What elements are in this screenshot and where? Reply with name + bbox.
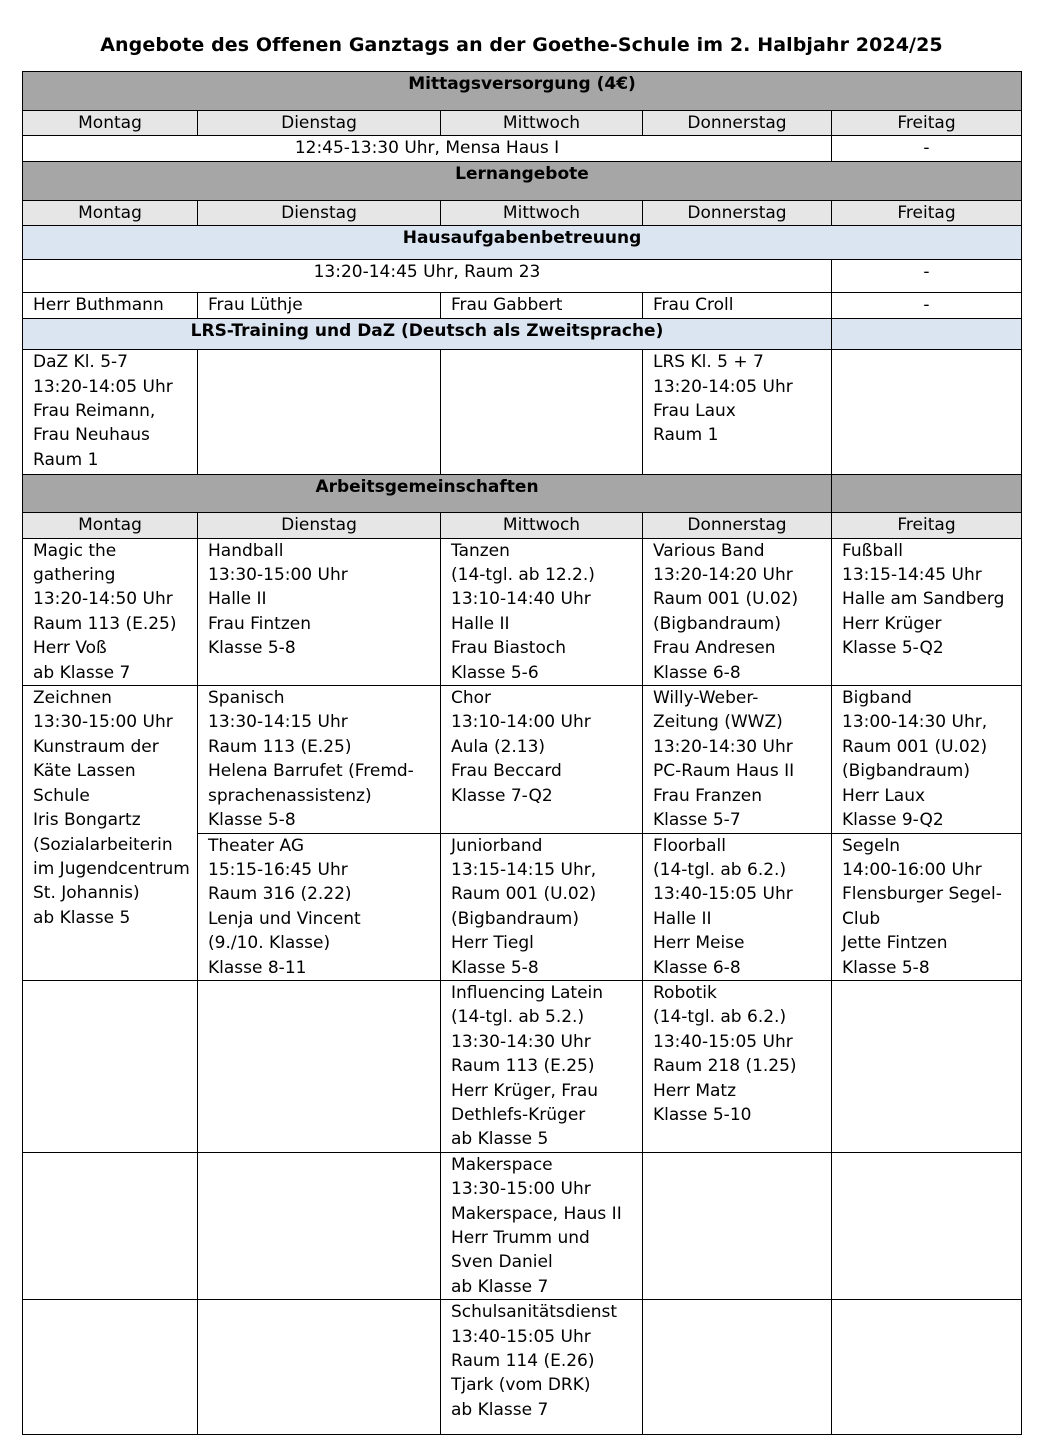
day-header: Montag <box>23 513 198 538</box>
cell-line: 13:40-15:05 Uhr <box>451 1326 591 1347</box>
empty-cell <box>441 350 643 475</box>
cell-line: Klasse 5-7 <box>653 810 741 831</box>
cell-line: Flensburger Segel- <box>842 884 1002 905</box>
cell-line: 13:20-14:05 Uhr <box>653 376 793 397</box>
cell-line: Klasse 5-8 <box>208 810 296 831</box>
empty-cell <box>832 980 1022 1152</box>
cell-line: Schulsanitätsdienst <box>451 1302 618 1323</box>
cell-line: 15:15-16:45 Uhr <box>208 859 348 880</box>
cell-line: (Sozialarbeiterin <box>33 834 173 855</box>
empty-cell <box>832 1152 1022 1299</box>
teacher-montag: Herr Buthmann <box>23 293 198 319</box>
cell-line: Floorball <box>653 835 726 856</box>
day-header: Freitag <box>832 513 1022 538</box>
empty-cell <box>198 350 441 475</box>
cell-line: Herr Tiegl <box>451 933 534 954</box>
cell-line: Klasse 5-6 <box>451 662 539 683</box>
cell-line: Klasse 5-8 <box>451 957 539 978</box>
section-header-ag <box>23 475 1022 513</box>
cell-line: Klasse 9-Q2 <box>842 810 944 831</box>
empty-cell <box>832 1300 1022 1435</box>
cell-line: Helena Barrufet (Fremd- <box>208 761 414 782</box>
cell-line: Klasse 5-10 <box>653 1104 752 1125</box>
schedule-table <box>22 71 1022 1435</box>
cell-line: 13:40-15:05 Uhr <box>653 1031 793 1052</box>
cell-line: 13:30-15:00 Uhr <box>33 712 173 733</box>
cell-line: Willy-Weber- <box>653 688 759 709</box>
cell-line: Lenja und Vincent <box>208 908 361 929</box>
hausaufgaben-time-row <box>23 260 1022 293</box>
cell-line: 13:00-14:30 Uhr, <box>842 712 988 733</box>
ag-influencing-latein <box>441 980 643 1152</box>
day-header-row <box>23 111 1022 136</box>
mittag-row <box>23 136 1022 161</box>
cell-line: Klasse 5-8 <box>842 957 930 978</box>
mittag-time: 12:45-13:30 Uhr, Mensa Haus I <box>23 136 832 161</box>
ag-various-band <box>643 538 832 685</box>
cell-line: Halle am Sandberg <box>842 589 1005 610</box>
cell-line: im Jugendcentrum <box>33 858 190 879</box>
cell-line: Frau Neuhaus <box>33 425 150 446</box>
day-header: Freitag <box>832 111 1022 136</box>
hausaufgaben-time: 13:20-14:45 Uhr, Raum 23 <box>23 260 832 293</box>
section-title-mittag: Mittagsversorgung (4€) <box>23 72 1022 111</box>
cell-line: Influencing Latein <box>451 982 604 1003</box>
cell-line: Schule <box>33 785 90 806</box>
empty-cell <box>832 319 1022 350</box>
cell-line: Halle II <box>208 589 267 610</box>
cell-line: (Bigbandraum) <box>653 613 781 634</box>
ag-handball <box>198 538 441 685</box>
ag-spanisch <box>198 686 441 833</box>
cell-line: Bigband <box>842 688 912 709</box>
teacher-donnerstag: Frau Croll <box>643 293 832 319</box>
cell-line: Raum 001 (U.02) <box>653 589 799 610</box>
cell-line: 13:30-14:15 Uhr <box>208 712 348 733</box>
day-header: Mittwoch <box>441 200 643 225</box>
ag-magic-the-gathering <box>23 538 198 685</box>
lrs-montag <box>23 350 198 475</box>
ag-row-5 <box>23 1152 1022 1299</box>
empty-cell <box>643 1152 832 1299</box>
teacher-mittwoch: Frau Gabbert <box>441 293 643 319</box>
cell-line: Herr Laux <box>842 785 926 806</box>
cell-line: Raum 113 (E.25) <box>33 613 177 634</box>
mittag-freitag: - <box>832 136 1022 161</box>
day-header: Dienstag <box>198 111 441 136</box>
empty-cell <box>198 1152 441 1299</box>
cell-line: Segeln <box>842 835 900 856</box>
cell-line: Zeichnen <box>33 688 112 709</box>
subsection-title-lrs: LRS-Training und DaZ (Deutsch als Zweitsprache) <box>23 319 832 350</box>
cell-line: Magic the <box>33 540 117 561</box>
cell-line: Frau Beccard <box>451 761 562 782</box>
cell-line: (Bigbandraum) <box>842 761 970 782</box>
cell-line: Kunstraum der <box>33 736 159 757</box>
ag-zeichnen <box>23 686 198 981</box>
empty-cell <box>198 1300 441 1435</box>
subsection-title-hausaufgaben: Hausaufgabenbetreuung <box>23 226 1022 260</box>
ag-floorball <box>643 833 832 980</box>
cell-line: Raum 001 (U.02) <box>451 884 597 905</box>
ag-row-2 <box>23 686 1022 833</box>
cell-line: Frau Fintzen <box>208 613 311 634</box>
cell-line: (14-tgl. ab 5.2.) <box>451 1007 585 1028</box>
cell-line: Makerspace <box>451 1154 553 1175</box>
lrs-donnerstag <box>643 350 832 475</box>
section-header-lern <box>23 161 1022 200</box>
day-header: Dienstag <box>198 200 441 225</box>
cell-line: ab Klasse 5 <box>33 907 131 928</box>
cell-line: Herr Meise <box>653 933 745 954</box>
cell-line: Klasse 6-8 <box>653 662 741 683</box>
cell-line: Frau Franzen <box>653 785 763 806</box>
cell-line: DaZ Kl. 5-7 <box>33 352 129 373</box>
cell-line: Halle II <box>451 613 510 634</box>
cell-line: Club <box>842 908 881 929</box>
day-header-row <box>23 200 1022 225</box>
cell-line: Tjark (vom DRK) <box>451 1375 591 1396</box>
cell-line: 13:30-15:00 Uhr <box>451 1179 591 1200</box>
day-header: Donnerstag <box>643 200 832 225</box>
ag-tanzen <box>441 538 643 685</box>
cell-line: 13:15-14:45 Uhr <box>842 565 982 586</box>
cell-line: 13:15-14:15 Uhr, <box>451 859 597 880</box>
cell-line: ab Klasse 5 <box>451 1129 549 1150</box>
cell-line: Robotik <box>653 982 717 1003</box>
cell-line: 13:10-14:40 Uhr <box>451 589 591 610</box>
page-title: Angebote des Offenen Ganztags an der Goethe-Schule im 2. Halbjahr 2024/25 <box>100 34 943 56</box>
empty-cell <box>832 350 1022 475</box>
cell-line: Raum 001 (U.02) <box>842 736 988 757</box>
cell-line: Aula (2.13) <box>451 736 546 757</box>
cell-line: Various Band <box>653 540 765 561</box>
ag-makerspace <box>441 1152 643 1299</box>
day-header: Montag <box>23 111 198 136</box>
subsection-header-hausaufgaben <box>23 226 1022 260</box>
cell-line: (14-tgl. ab 6.2.) <box>653 859 787 880</box>
cell-line: ab Klasse 7 <box>451 1276 549 1297</box>
cell-line: Jette Fintzen <box>842 933 948 954</box>
cell-line: (14-tgl. ab 12.2.) <box>451 565 595 586</box>
cell-line: Raum 113 (E.25) <box>208 736 352 757</box>
cell-line: 13:20-14:30 Uhr <box>653 736 793 757</box>
cell-line: Handball <box>208 540 284 561</box>
cell-line: gathering <box>33 565 116 586</box>
cell-line: Frau Andresen <box>653 638 776 659</box>
cell-line: Raum 113 (E.25) <box>451 1056 595 1077</box>
day-header: Donnerstag <box>643 513 832 538</box>
empty-cell <box>23 980 198 1152</box>
section-title-lern: Lernangebote <box>23 161 1022 200</box>
ag-fussball <box>832 538 1022 685</box>
ag-row-6 <box>23 1300 1022 1435</box>
cell-line: Frau Biastoch <box>451 638 566 659</box>
cell-line: Herr Krüger <box>842 613 942 634</box>
hausaufgaben-freitag-time: - <box>832 260 1022 293</box>
cell-line: Raum 114 (E.26) <box>451 1351 595 1372</box>
day-header: Mittwoch <box>441 111 643 136</box>
cell-line: 14:00-16:00 Uhr <box>842 859 982 880</box>
ag-chor <box>441 686 643 833</box>
section-header-mittag <box>23 72 1022 111</box>
cell-line: Tanzen <box>451 540 510 561</box>
cell-line: 13:20-14:20 Uhr <box>653 565 793 586</box>
cell-line: Klasse 6-8 <box>653 957 741 978</box>
cell-line: Sven Daniel <box>451 1252 553 1273</box>
cell-line: Theater AG <box>208 835 305 856</box>
empty-cell <box>198 980 441 1152</box>
ag-segeln <box>832 833 1022 980</box>
ag-schulsanitaetsdienst <box>441 1300 643 1435</box>
ag-row-4 <box>23 980 1022 1152</box>
cell-line: sprachenassistenz) <box>208 785 372 806</box>
cell-line: Klasse 8-11 <box>208 957 307 978</box>
day-header-row <box>23 513 1022 538</box>
cell-line: Klasse 5-8 <box>208 638 296 659</box>
ag-robotik <box>643 980 832 1152</box>
day-header: Freitag <box>832 200 1022 225</box>
cell-line: Herr Voß <box>33 638 107 659</box>
cell-line: 13:30-15:00 Uhr <box>208 565 348 586</box>
ag-bigband <box>832 686 1022 833</box>
ag-juniorband <box>441 833 643 980</box>
cell-line: Dethlefs-Krüger <box>451 1104 586 1125</box>
cell-line: 13:30-14:30 Uhr <box>451 1031 591 1052</box>
ag-theater <box>198 833 441 980</box>
cell-line: Klasse 5-Q2 <box>842 638 944 659</box>
cell-line: Fußball <box>842 540 903 561</box>
cell-line: 13:40-15:05 Uhr <box>653 884 793 905</box>
teacher-freitag: - <box>832 293 1022 319</box>
cell-line: Makerspace, Haus II <box>451 1203 622 1224</box>
cell-line: Herr Matz <box>653 1080 736 1101</box>
cell-line: Zeitung (WWZ) <box>653 712 783 733</box>
empty-cell <box>23 1152 198 1299</box>
cell-line: ab Klasse 7 <box>33 662 131 683</box>
cell-line: (9./10. Klasse) <box>208 933 331 954</box>
cell-line: 13:10-14:00 Uhr <box>451 712 591 733</box>
day-header: Montag <box>23 200 198 225</box>
cell-line: Frau Laux <box>653 401 736 422</box>
lrs-row <box>23 350 1022 475</box>
day-header: Mittwoch <box>441 513 643 538</box>
cell-line: Halle II <box>653 908 712 929</box>
cell-line: (14-tgl. ab 6.2.) <box>653 1007 787 1028</box>
cell-line: 13:20-14:50 Uhr <box>33 589 173 610</box>
cell-line: Raum 1 <box>33 449 99 470</box>
day-header: Donnerstag <box>643 111 832 136</box>
ag-wwz <box>643 686 832 833</box>
cell-line: (Bigbandraum) <box>451 908 579 929</box>
cell-line: 13:20-14:05 Uhr <box>33 376 173 397</box>
cell-line: Frau Reimann, <box>33 401 156 422</box>
cell-line: Spanisch <box>208 688 285 709</box>
cell-line: Raum 316 (2.22) <box>208 884 352 905</box>
cell-line: LRS Kl. 5 + 7 <box>653 352 764 373</box>
cell-line: Herr Krüger, Frau <box>451 1080 599 1101</box>
day-header: Dienstag <box>198 513 441 538</box>
ag-row-1 <box>23 538 1022 685</box>
cell-line: Klasse 7-Q2 <box>451 785 553 806</box>
cell-line: Raum 218 (1.25) <box>653 1056 797 1077</box>
cell-line: PC-Raum Haus II <box>653 761 795 782</box>
subsection-header-lrs <box>23 319 1022 350</box>
empty-cell <box>832 475 1022 513</box>
cell-line: Herr Trumm und <box>451 1228 590 1248</box>
hausaufgaben-teacher-row <box>23 293 1022 319</box>
section-title-ag: Arbeitsgemeinschaften <box>23 475 832 513</box>
cell-line: Käte Lassen <box>33 761 136 782</box>
empty-cell <box>23 1300 198 1435</box>
cell-line: Iris Bongartz <box>33 810 141 831</box>
cell-line: ab Klasse 7 <box>451 1399 549 1420</box>
teacher-dienstag: Frau Lüthje <box>198 293 441 319</box>
cell-line: Chor <box>451 688 492 709</box>
empty-cell <box>643 1300 832 1435</box>
cell-line: Raum 1 <box>653 425 719 446</box>
cell-line: Juniorband <box>451 835 543 856</box>
cell-line: St. Johannis) <box>33 883 140 904</box>
